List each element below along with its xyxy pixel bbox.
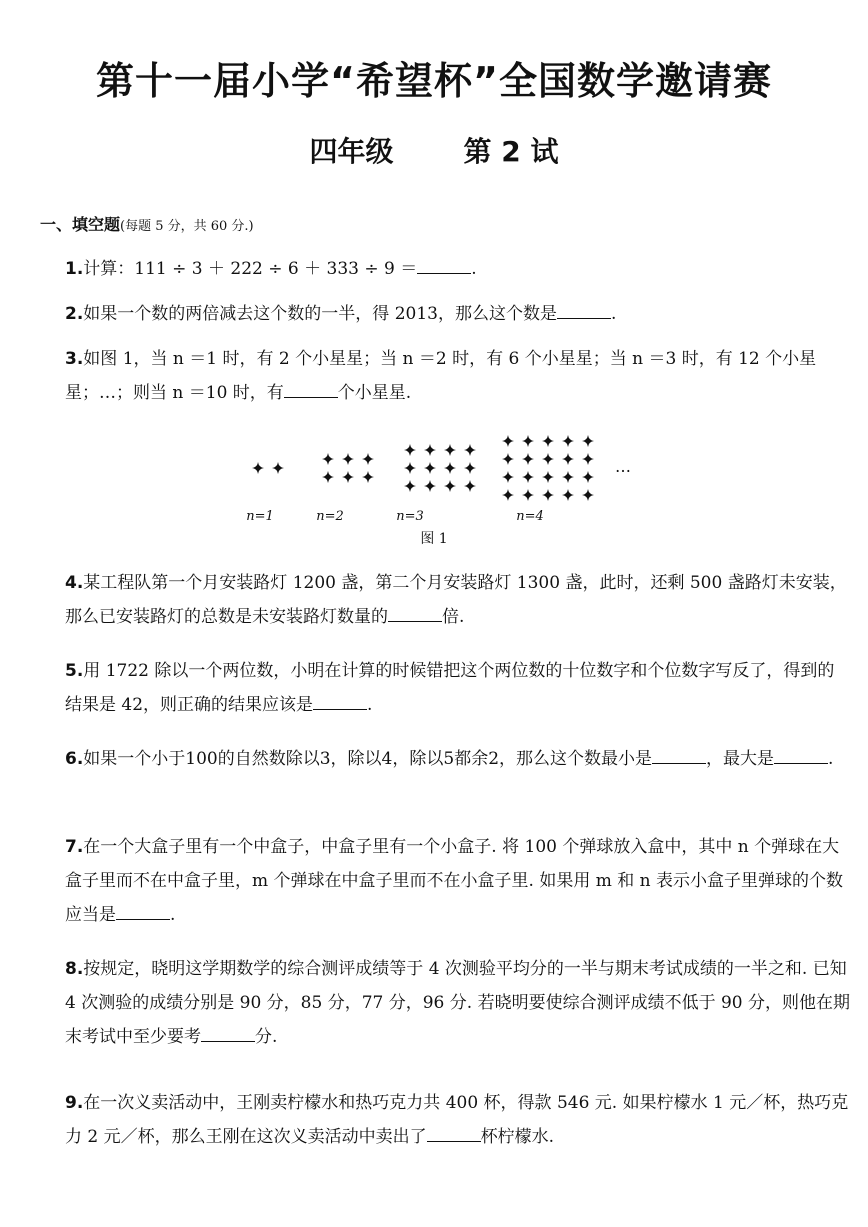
star-icon: [542, 489, 554, 501]
star-icon: [542, 471, 554, 483]
star-icon: [464, 480, 476, 492]
answer-blank[interactable]: [116, 905, 170, 920]
star-icon: [444, 462, 456, 474]
star-icon: [342, 471, 354, 483]
star-icon: [582, 471, 594, 483]
answer-blank[interactable]: [284, 383, 338, 398]
star-icon: [522, 453, 534, 465]
answer-blank[interactable]: [313, 695, 367, 710]
star-icon: [322, 471, 334, 483]
star-icon: [542, 453, 554, 465]
star-icon: [342, 453, 354, 465]
star-icon: [502, 489, 514, 501]
section-title: 一、填空题: [40, 215, 121, 234]
star-icon: [464, 444, 476, 456]
star-icon: [522, 471, 534, 483]
star-icon: [464, 462, 476, 474]
n-label: n=1: [246, 509, 274, 524]
n-label: n=2: [316, 509, 344, 524]
answer-blank-max[interactable]: [774, 749, 828, 764]
star-icon: [502, 453, 514, 465]
star-icon: [582, 453, 594, 465]
question-3: 3.如图 1，当 n ＝1 时，有 2 个小星星；当 n ＝2 时，有 6 个小星星；当 n ＝3 时，有 12 个小星星；…；则当 n ＝10 时，有 个小星星.: [65, 349, 817, 403]
question-7: 7.在一个大盒子里有一个中盒子，中盒子里有一个小盒子. 将 100 个弹球放入盒中，其中 n 个弹球在大盒子里而不在中盒子里，m 个弹球在中盒子里而不在小盒子里. 如果用 m 和 n 表示小盒子里弹球的个数应当是 .: [65, 837, 844, 925]
section-heading: [40, 212, 254, 235]
star-icon: [502, 471, 514, 483]
star-icon: [582, 489, 594, 501]
star-icon: [362, 471, 374, 483]
star-icon: [522, 489, 534, 501]
star-icon: [562, 453, 574, 465]
star-icon: [582, 435, 594, 447]
star-icon: [252, 462, 264, 474]
star-icon: [424, 462, 436, 474]
question-8: 8.按规定，晓明这学期数学的综合测评成绩等于 4 次测验平均分的一半与期末考试成绩的一半之和. 已知 4 次测验的成绩分别是 90 分，85 分，77 分，96 分. 若晓明要使综合测评成绩不低于 90 分，则他在期末考试中至少要考 分.: [65, 959, 851, 1047]
n-label: n=3: [396, 509, 424, 524]
star-icon: [404, 480, 416, 492]
n-label: n=4: [516, 509, 544, 524]
question-2: 2.如果一个数的两倍减去这个数的一半，得 2013，那么这个数是 .: [65, 304, 617, 324]
star-icon: [272, 462, 284, 474]
answer-blank[interactable]: [201, 1027, 255, 1042]
star-icon: [522, 435, 534, 447]
star-icon: [424, 480, 436, 492]
exam-title: 第十一届小学“希望杯”全国数学邀请赛: [96, 59, 772, 103]
section-note: (每题 5 分，共 60 分.): [120, 219, 254, 234]
round-label: 第 2 试: [463, 135, 559, 168]
answer-blank[interactable]: [427, 1127, 481, 1142]
exam-subtitle: [0, 130, 868, 170]
star-icon: [444, 444, 456, 456]
answer-blank[interactable]: [417, 259, 471, 274]
star-icon: [362, 453, 374, 465]
answer-blank[interactable]: [388, 607, 442, 622]
question-9: 9.在一次义卖活动中，王刚卖柠檬水和热巧克力共 400 杯，得款 546 元. 如果柠檬水 1 元／杯，热巧克力 2 元／杯，那么王刚在这次义卖活动中卖出了 杯柠檬水.: [65, 1093, 849, 1147]
question-5: 5.用 1722 除以一个两位数，小明在计算的时候错把这个两位数的十位数字和个位数字写反了，得到的结果是 42，则正确的结果应该是 .: [65, 661, 835, 715]
star-icon: [404, 462, 416, 474]
question-4: 4.某工程队第一个月安装路灯 1200 盏，第二个月安装路灯 1300 盏，此时，还剩 500 盏路灯未安装，那么已安装路灯的总数是未安装路灯数量的 倍.: [65, 573, 847, 627]
answer-blank-min[interactable]: [652, 749, 706, 764]
star-icon: [424, 444, 436, 456]
question-6: 6.如果一个小于100的自然数除以3，除以4，除以5都余2，那么这个数最小是 ，最大是 .: [65, 749, 834, 769]
star-icon: [542, 435, 554, 447]
ellipsis: …: [615, 457, 631, 476]
star-icon: [444, 480, 456, 492]
star-icon: [562, 471, 574, 483]
question-1: 1.计算：111 ÷ 3 ＋ 222 ÷ 6 ＋ 333 ÷ 9 ＝ .: [65, 259, 477, 279]
figure-caption: 图 1: [420, 531, 448, 547]
answer-blank[interactable]: [557, 304, 611, 319]
star-icon: [322, 453, 334, 465]
grade-label: 四年级: [309, 135, 394, 168]
star-icon: [404, 444, 416, 456]
star-icon: [562, 435, 574, 447]
star-icon: [502, 435, 514, 447]
star-icon: [562, 489, 574, 501]
